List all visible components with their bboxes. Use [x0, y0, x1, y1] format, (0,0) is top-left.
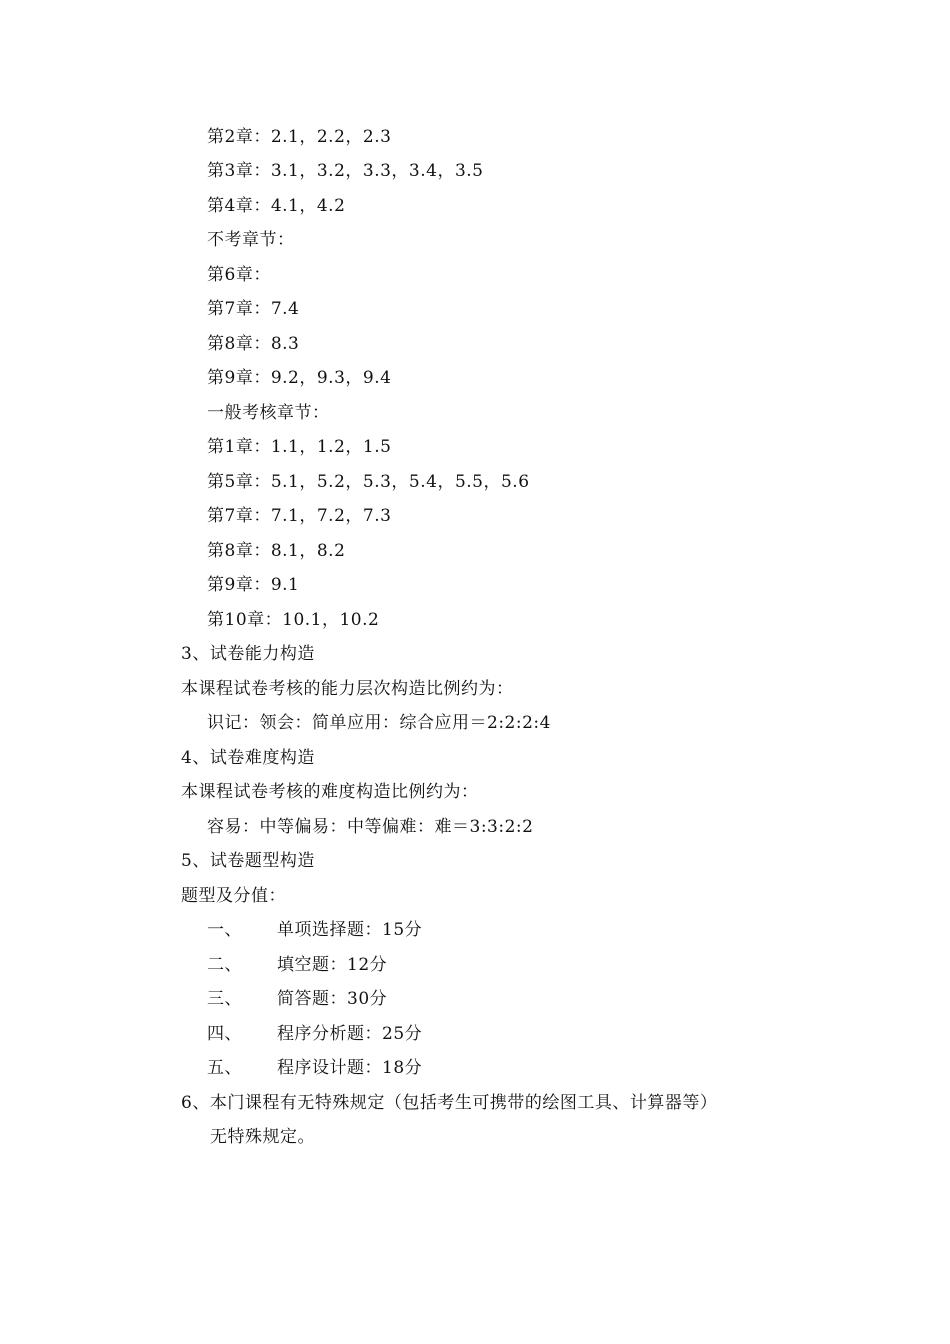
not-tested-line: 第8章：8.3 — [207, 334, 300, 354]
section-3-ratio: 识记：领会：简单应用：综合应用＝2:2:2:4 — [207, 713, 551, 733]
not-tested-title: 不考章节： — [207, 230, 295, 250]
question-type-number: 四、 — [207, 1024, 242, 1044]
question-type-label: 程序分析题：25分 — [277, 1024, 423, 1044]
question-type-item — [207, 988, 387, 1010]
section-6-heading: 6、本门课程有无特殊规定（包括考生可携带的绘图工具、计算器等） — [181, 1093, 718, 1113]
question-type-label: 简答题：30分 — [277, 989, 388, 1009]
question-type-label: 单项选择题：15分 — [277, 920, 423, 940]
exam-section-line: 第2章：2.1，2.2，2.3 — [207, 127, 392, 147]
question-type-number: 五、 — [207, 1058, 242, 1078]
question-type-item — [207, 1023, 422, 1045]
exam-section-line: 第3章：3.1，3.2，3.3，3.4，3.5 — [207, 161, 484, 181]
section-4-ratio: 容易：中等偏易：中等偏难：难＝3:3:2:2 — [207, 817, 534, 837]
general-title: 一般考核章节： — [207, 403, 330, 423]
section-5-text: 题型及分值： — [181, 886, 286, 906]
question-type-number: 二、 — [207, 955, 242, 975]
question-type-number: 三、 — [207, 989, 242, 1009]
general-line: 第8章：8.1，8.2 — [207, 541, 346, 561]
not-tested-line: 第7章：7.4 — [207, 299, 300, 319]
question-type-item — [207, 919, 422, 941]
general-line: 第9章：9.1 — [207, 575, 300, 595]
general-line: 第10章：10.1，10.2 — [207, 610, 380, 630]
not-tested-line: 第9章：9.2，9.3，9.4 — [207, 368, 392, 388]
general-line: 第5章：5.1，5.2，5.3，5.4，5.5，5.6 — [207, 472, 530, 492]
section-3-text: 本课程试卷考核的能力层次构造比例约为： — [181, 679, 514, 699]
not-tested-line: 第6章： — [207, 265, 271, 285]
question-type-label: 程序设计题：18分 — [277, 1058, 423, 1078]
exam-section-line: 第4章：4.1，4.2 — [207, 196, 346, 216]
question-type-number: 一、 — [207, 920, 242, 940]
general-line: 第7章：7.1，7.2，7.3 — [207, 506, 392, 526]
section-4-text: 本课程试卷考核的难度构造比例约为： — [181, 782, 479, 802]
section-6-text: 无特殊规定。 — [210, 1127, 315, 1147]
section-4-heading: 4、试卷难度构造 — [181, 748, 315, 768]
section-5-heading: 5、试卷题型构造 — [181, 851, 315, 871]
question-type-item — [207, 1057, 422, 1079]
general-line: 第1章：1.1，1.2，1.5 — [207, 437, 392, 457]
question-type-label: 填空题：12分 — [277, 955, 388, 975]
question-type-item — [207, 954, 387, 976]
section-3-heading: 3、试卷能力构造 — [181, 644, 315, 664]
